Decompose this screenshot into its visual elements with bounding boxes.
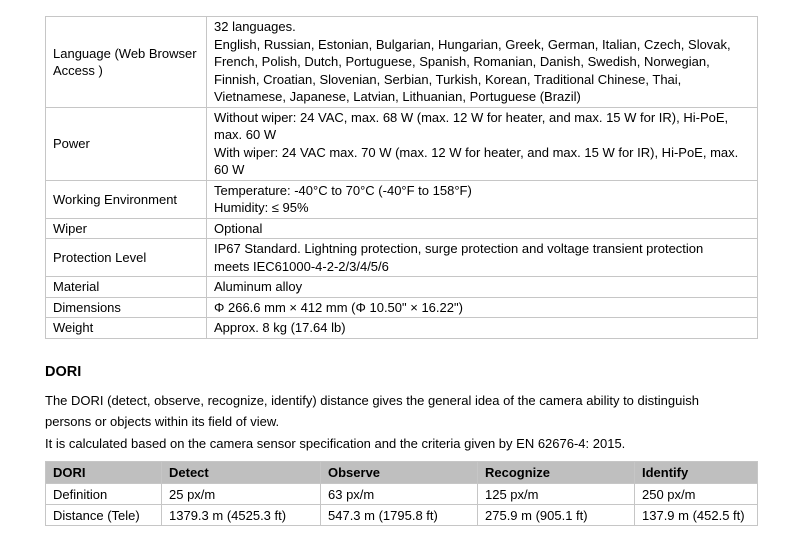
spec-value-line: Optional	[214, 220, 263, 236]
spec-label-cell: Material	[46, 277, 207, 298]
spec-value-line: Φ 266.6 mm × 412 mm (Φ 10.50" × 16.22")	[214, 299, 463, 315]
spec-value-cell	[207, 218, 758, 239]
spec-label-cell: Wiper	[46, 218, 207, 239]
spec-table-row	[46, 17, 758, 108]
spec-table-row	[46, 318, 758, 339]
dori-header-cell: DORI	[46, 462, 162, 484]
spec-value-cell	[207, 297, 758, 318]
spec-value-line: Humidity: ≤ 95%	[214, 200, 309, 215]
spec-value-line: max. 60 W	[214, 127, 277, 142]
spec-value-cell	[207, 318, 758, 339]
dori-table-cell: 250 px/m	[635, 484, 758, 505]
spec-value-cell	[207, 239, 758, 277]
dori-description-line: It is calculated based on the camera sensor specification and the criteria given by EN 62676-4: 2015.	[45, 435, 626, 451]
spec-value-line: Finnish, Croatian, Slovenian, Serbian, Turkish, Korean, Traditional Chinese, Thai,	[214, 71, 682, 87]
spec-label-cell: Weight	[46, 318, 207, 339]
spec-value-line: French, Polish, Dutch, Portuguese, Spanish, Romanian, Danish, Swedish, Norwegian,	[214, 54, 710, 69]
spec-value-cell	[207, 180, 758, 218]
dori-table-cell: 275.9 m (905.1 ft)	[478, 505, 635, 526]
dori-table-cell: Distance (Tele)	[46, 505, 162, 526]
dori-table-row	[46, 484, 758, 505]
spec-value-line: With wiper: 24 VAC max. 70 W (max. 12 W for heater, and max. 15 W for IR), Hi-PoE, max.	[214, 144, 739, 160]
spec-label-cell: Working Environment	[46, 180, 207, 218]
spec-label-cell: Language (Web Browser Access )	[46, 17, 207, 108]
dori-header-cell: Identify	[635, 462, 758, 484]
dori-table-body	[46, 484, 758, 526]
dori-table-cell: 25 px/m	[162, 484, 321, 505]
spec-label-cell: Protection Level	[46, 239, 207, 277]
dori-heading: DORI	[45, 363, 82, 380]
spec-value-cell	[207, 17, 758, 108]
dori-table-cell: 137.9 m (452.5 ft)	[635, 505, 758, 526]
spec-value-line: Temperature: -40°C to 70°C (-40°F to 158°F)	[214, 182, 472, 198]
spec-value-line: meets IEC61000-4-2-2/3/4/5/6	[214, 258, 389, 274]
spec-table-body	[46, 17, 758, 339]
spec-value-line: IP67 Standard. Lightning protection, surge protection and voltage transient protection	[214, 241, 704, 256]
spec-value-line: 60 W	[214, 162, 245, 177]
spec-value-line: Approx. 8 kg (17.64 lb)	[214, 320, 346, 335]
spec-value-cell	[207, 107, 758, 180]
spec-table-row	[46, 239, 758, 277]
spec-table-row	[46, 218, 758, 239]
spec-value-line: Vietnamese, Japanese, Latvian, Lithuanian, Portuguese (Brazil)	[214, 89, 581, 104]
spec-value-cell	[207, 277, 758, 298]
dori-header-cell: Recognize	[478, 462, 635, 484]
dori-table-cell: 63 px/m	[321, 484, 478, 505]
dori-table-cell: 547.3 m (1795.8 ft)	[321, 505, 478, 526]
dori-table-cell: 1379.3 m (4525.3 ft)	[162, 505, 321, 526]
dori-header-cell: Detect	[162, 462, 321, 484]
dori-table-cell: Definition	[46, 484, 162, 505]
dori-description-line: persons or objects within its field of view.	[45, 414, 280, 429]
spec-label-cell: Dimensions	[46, 297, 207, 318]
spec-table-row	[46, 277, 758, 298]
dori-header-row	[46, 462, 758, 484]
dori-table	[45, 461, 758, 526]
spec-label-cell: Power	[46, 107, 207, 180]
spec-value-line: 32 languages.	[214, 19, 296, 34]
spec-table	[45, 16, 758, 339]
spec-value-line: English, Russian, Estonian, Bulgarian, Hungarian, Greek, German, Italian, Czech, Slovak,	[214, 36, 731, 52]
spec-value-line: Aluminum alloy	[214, 279, 303, 294]
dori-table-row	[46, 505, 758, 526]
dori-table-cell: 125 px/m	[478, 484, 635, 505]
dori-description	[45, 390, 757, 455]
dori-description-line: The DORI (detect, observe, recognize, identify) distance gives the general idea of the camera ability to distinguish	[45, 392, 699, 408]
spec-table-row	[46, 107, 758, 180]
spec-value-line: Without wiper: 24 VAC, max. 68 W (max. 12 W for heater, and max. 15 W for IR), Hi-PoE,	[214, 109, 729, 125]
spec-table-row	[46, 297, 758, 318]
spec-table-row	[46, 180, 758, 218]
dori-header-cell: Observe	[321, 462, 478, 484]
